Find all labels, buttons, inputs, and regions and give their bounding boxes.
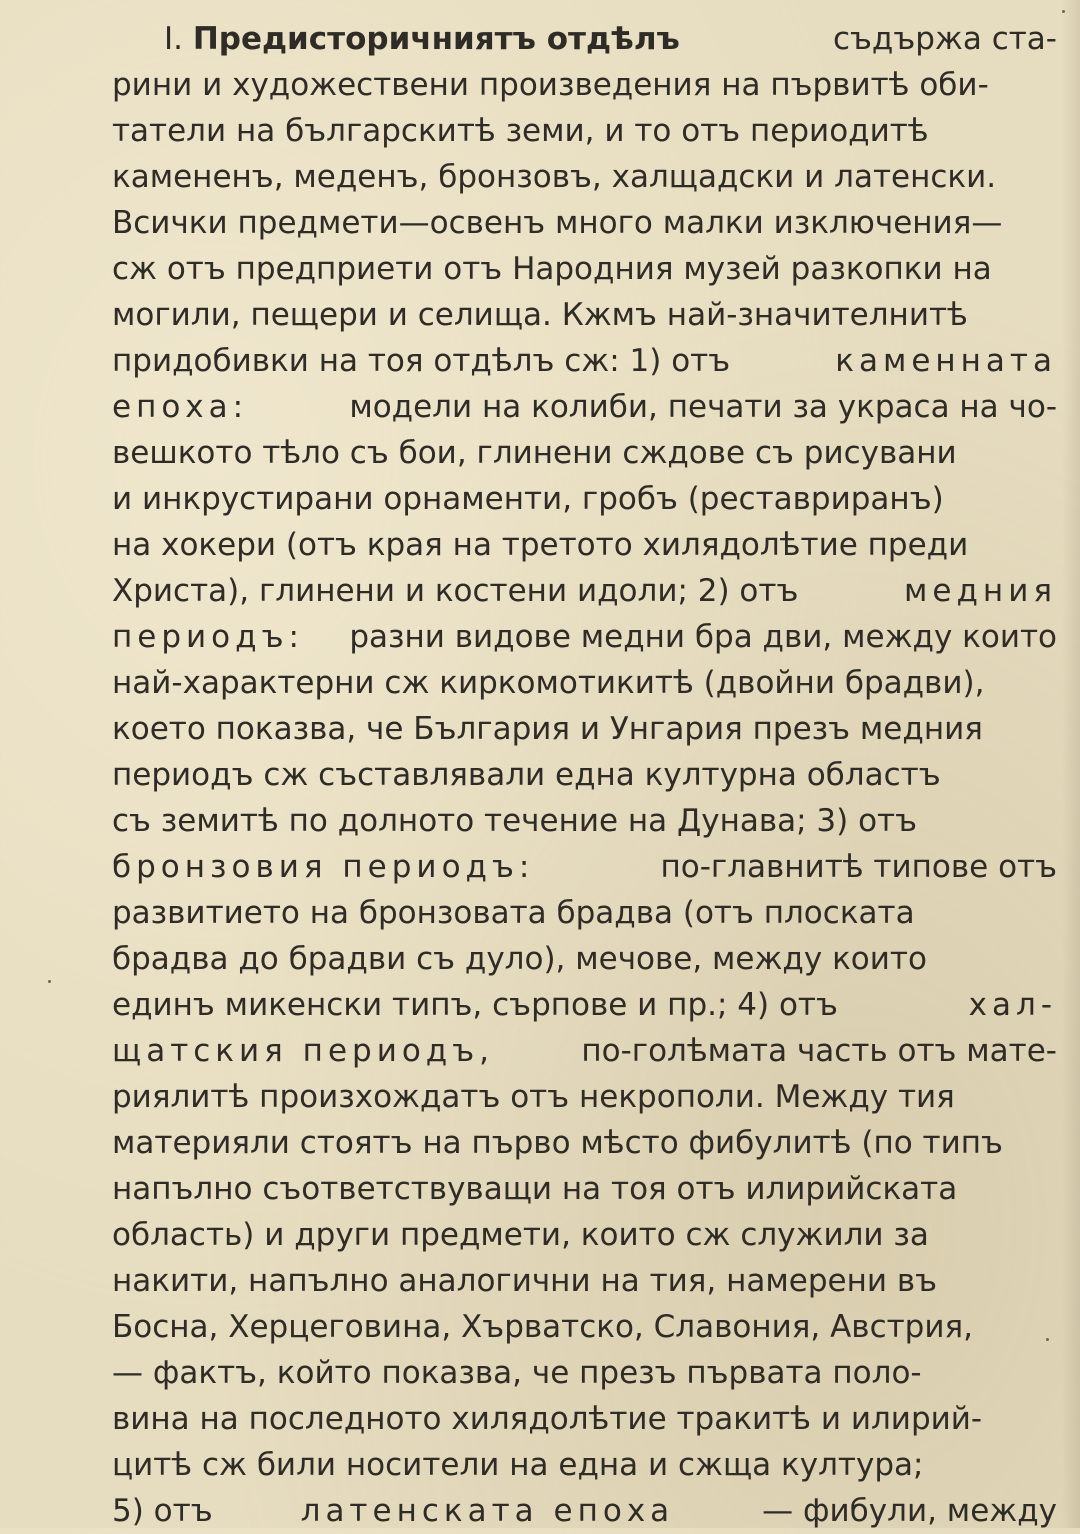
text-line — [112, 982, 1057, 1028]
spaced-term: епоха: — [112, 389, 249, 425]
text-segment: брадва до брадви съ дуло), мечове, между които — [112, 941, 927, 977]
text-segment: модели на колиби, печати за украса на чо- — [349, 389, 1057, 425]
text-segment: периодъ сж съставлявали една културна областъ — [112, 757, 941, 793]
text-line — [112, 1488, 1057, 1534]
text-line — [112, 108, 1057, 154]
text-line — [112, 752, 1057, 798]
text-line — [112, 798, 1057, 844]
text-line — [112, 568, 1057, 614]
text-line — [112, 154, 1057, 200]
text-line — [112, 1166, 1057, 1212]
paper-speck — [1062, 10, 1065, 13]
text-line — [112, 1258, 1057, 1304]
text-segment: вина на последното хилядолѣтие тракитѣ и илирий- — [112, 1401, 983, 1437]
text-segment: сж отъ предприети отъ Народния музей разкопки на — [112, 251, 992, 287]
text-line — [112, 1212, 1057, 1258]
text-line — [112, 1120, 1057, 1166]
text-segment: най-характерни сж киркомотикитѣ (двойни брадви), — [112, 665, 985, 701]
text-line — [112, 292, 1057, 338]
text-line — [112, 844, 1057, 890]
heading-title: Предисторичниятъ отдѣлъ — [192, 21, 680, 57]
spaced-term: бронзовия периодъ: — [112, 849, 535, 885]
text-line — [112, 1074, 1057, 1120]
text-segment: Христа), глинени и костени идоли; 2) отъ — [112, 573, 799, 609]
text-line — [112, 1350, 1057, 1396]
spaced-term: щатския периодъ, — [112, 1033, 494, 1069]
text-line — [112, 246, 1057, 292]
text-segment: могили, пещери и селища. Кжмъ най-значителнитѣ — [112, 297, 968, 333]
spaced-term: периодъ: — [112, 619, 304, 655]
paper-speck — [48, 980, 51, 983]
text-segment: развитието на бронзовата брадва (отъ плоската — [112, 895, 915, 931]
text-line — [112, 614, 1057, 660]
text-segment: вешкото тѣло съ бои, глинени сждове съ рисувани — [112, 435, 957, 471]
text-line — [112, 200, 1057, 246]
spaced-term: каменната — [835, 343, 1057, 379]
text-segment: Всички предмети—освенъ много малки изключения— — [112, 205, 1003, 241]
text-line — [112, 430, 1057, 476]
text-segment: рини и художествени произведения на първитѣ оби- — [112, 67, 989, 103]
text-segment: накити, напълно аналогични на тия, намерени въ — [112, 1263, 938, 1299]
text-line — [112, 1304, 1057, 1350]
text-line — [112, 384, 1057, 430]
text-segment: придобивки на тоя отдѣлъ сж: 1) отъ — [112, 343, 731, 379]
text-segment: цитѣ сж били носители на една и сжща култура; — [112, 1447, 924, 1483]
text-segment: разни видове медни бра дви, между които — [349, 619, 1057, 655]
text-segment: материяли стоятъ на първо мѣсто фибулитѣ (по типъ — [112, 1125, 1003, 1161]
text-line — [112, 522, 1057, 568]
text-segment: и инкрустирани орнаменти, гробъ (реставриранъ) — [112, 481, 944, 517]
text-line — [112, 1028, 1057, 1074]
text-segment: по-голѣмата часть отъ мате- — [581, 1033, 1057, 1069]
text-segment: по-главнитѣ типове отъ — [660, 849, 1057, 885]
page-edge-shadow — [1062, 0, 1080, 1528]
text-line — [112, 936, 1057, 982]
spaced-term: медния — [904, 573, 1057, 609]
spaced-term: латенската епоха — [300, 1493, 675, 1529]
text-segment: 5) отъ — [112, 1493, 213, 1529]
text-segment: — фактъ, който показва, че презъ първата поло- — [112, 1355, 922, 1391]
text-segment: съдържа ста- — [832, 21, 1057, 57]
text-segment: напълно съответствуващи на тоя отъ илирийската — [112, 1171, 958, 1207]
text-line — [112, 476, 1057, 522]
spaced-term: хал- — [968, 987, 1057, 1023]
text-segment: область) и други предмети, които сж служили за — [112, 1217, 929, 1253]
document-text — [112, 16, 1057, 1534]
heading-number: I. — [164, 21, 183, 57]
text-line — [112, 1396, 1057, 1442]
text-segment: — фибули, между — [762, 1493, 1057, 1529]
text-segment: риялитѣ произхождатъ отъ некрополи. Между тия — [112, 1079, 955, 1115]
text-line — [112, 890, 1057, 936]
text-segment: съ земитѣ по долното течение на Дунава; 3) отъ — [112, 803, 918, 839]
text-segment: татели на българскитѣ земи, и то отъ периодитѣ — [112, 113, 929, 149]
text-segment: Босна, Херцеговина, Хърватско, Славония, Австрия, — [112, 1309, 974, 1345]
text-line — [112, 338, 1057, 384]
text-segment: камененъ, меденъ, бронзовъ, халщадски и латенски. — [112, 159, 997, 195]
heading — [164, 16, 680, 62]
text-line — [112, 16, 1057, 62]
text-segment: на хокери (отъ края на третото хилядолѣтие преди — [112, 527, 969, 563]
text-line — [112, 62, 1057, 108]
text-segment: което показва, че България и Унгария презъ медния — [112, 711, 983, 747]
text-line — [112, 706, 1057, 752]
text-line — [112, 1442, 1057, 1488]
text-line — [112, 660, 1057, 706]
paper-speck — [1046, 1338, 1049, 1341]
text-segment: единъ микенски типъ, сърпове и пр.; 4) отъ — [112, 987, 838, 1023]
